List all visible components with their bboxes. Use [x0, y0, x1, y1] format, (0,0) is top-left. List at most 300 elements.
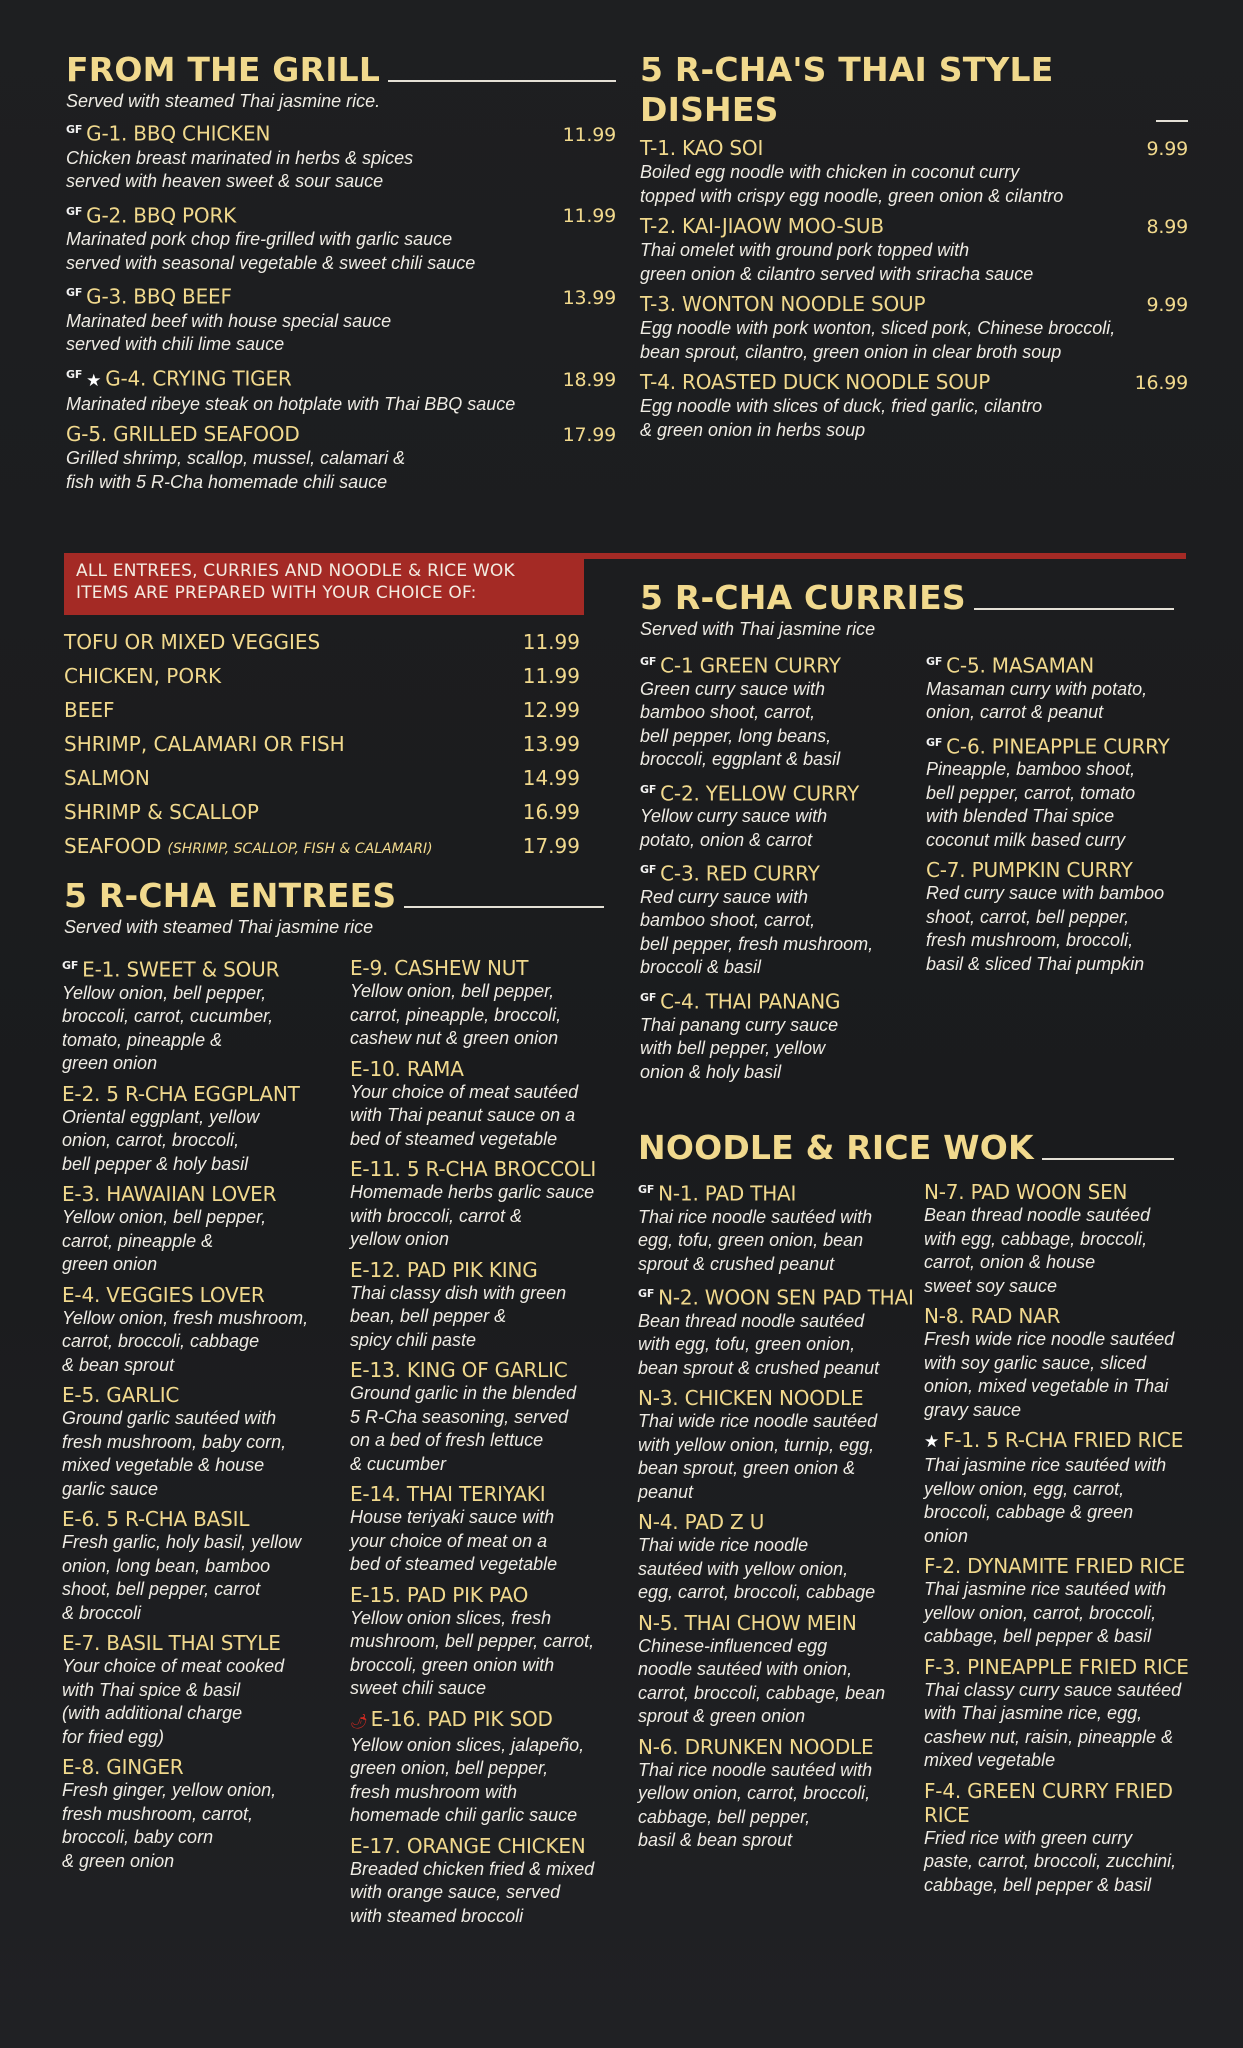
item-title: [924, 1304, 1214, 1328]
item-name: N-6. DRUNKEN NOODLE: [638, 1734, 874, 1759]
choice-name: SHRIMP & SCALLOP: [64, 800, 259, 824]
curries-section: [640, 578, 1174, 640]
item-name: G-5. GRILLED SEAFOOD: [66, 422, 300, 447]
item-description: Thai jasmine rice sautéed with yellow onion, egg, carrot, broccoli, cabbage & green onion: [924, 1455, 1167, 1546]
menu-item: [640, 986, 920, 1084]
menu-item: [62, 1082, 342, 1177]
item-title: [350, 956, 630, 980]
item-header: [350, 1157, 630, 1181]
title-rule: [1042, 1158, 1174, 1160]
menu-item: [926, 858, 1206, 976]
item-name: N-7. PAD WOON SEN: [924, 1180, 1128, 1204]
gluten-free-badge: GF: [66, 286, 83, 300]
item-header: [62, 954, 342, 982]
grill-subtitle: Served with steamed Thai jasmine rice.: [66, 91, 381, 111]
item-name: C-1 GREEN CURRY: [660, 653, 841, 678]
item-header: [638, 1735, 924, 1759]
item-name: G-3. BBQ BEEF: [86, 284, 232, 309]
item-header: [62, 1082, 342, 1106]
menu-item: [66, 363, 616, 416]
item-name: C-7. PUMPKIN CURRY: [926, 858, 1133, 883]
item-description: Fried rice with green curry paste, carrot, broccoli, zucchini, cabbage, bell pepper & basil: [924, 1827, 1177, 1895]
item-title: [66, 118, 563, 146]
thai-section: [640, 50, 1188, 442]
item-description: Egg noodle with pork wonton, sliced pork, Chinese broccoli, bean sprout, cilantro, green onion in clear broth soup: [640, 318, 1116, 362]
item-title: [350, 1482, 630, 1506]
menu-item: [62, 1182, 342, 1277]
item-title: [66, 363, 563, 393]
item-name: T-4. ROASTED DUCK NOODLE SOUP: [640, 370, 991, 394]
choice-title: [64, 659, 523, 693]
thai-title: 5 R-CHA'S THAI STYLE DISHES: [640, 50, 1054, 129]
menu-item: [926, 731, 1206, 853]
gluten-free-badge: GF: [66, 367, 83, 381]
item-name: T-3. WONTON NOODLE SOUP: [640, 292, 926, 316]
menu-item: [638, 1178, 924, 1276]
choice-price: 12.99: [522, 698, 580, 722]
item-title: [66, 200, 563, 228]
item-title: [924, 1779, 1214, 1827]
item-name: F-1. 5 R-CHA FRIED RICE: [943, 1428, 1184, 1452]
item-header: [350, 1583, 630, 1607]
choice-title: [64, 625, 523, 659]
item-name: N-8. RAD NAR: [924, 1304, 1061, 1328]
menu-item: [350, 1583, 630, 1701]
item-description: Marinated beef with house special sauce served with chili lime sauce: [66, 310, 392, 355]
menu-item: [66, 281, 616, 357]
item-header: [926, 650, 1206, 678]
choice-name: SHRIMP, CALAMARI OR FISH: [64, 732, 345, 756]
menu-item: [350, 1834, 630, 1929]
noodle-title: NOODLE & RICE WOK: [638, 1128, 1034, 1167]
menu-item: [924, 1554, 1214, 1649]
item-description: Marinated ribeye steak on hotplate with Thai BBQ sauce: [66, 393, 516, 414]
gluten-free-badge: GF: [66, 123, 83, 136]
item-title: [640, 214, 1146, 238]
title-rule: [404, 906, 604, 908]
choice-title: [64, 829, 523, 866]
item-header: [640, 370, 1188, 395]
item-description: Breaded chicken fried & mixed with orange sauce, served with steamed broccoli: [350, 1858, 595, 1926]
item-header: [350, 1258, 630, 1282]
item-description: Bean thread noodle sautéed with egg, tofu, green onion, bean sprout & crushed peanut: [638, 1310, 880, 1378]
item-title: [640, 136, 1146, 160]
title-rule: [388, 80, 616, 82]
choice-price: 11.99: [522, 630, 580, 654]
item-description: Thai rice noodle sautéed with egg, tofu, green onion, bean sprout & crushed peanut: [638, 1206, 873, 1274]
item-header: [638, 1282, 924, 1310]
item-title: [926, 650, 1206, 678]
menu-item: [640, 214, 1188, 286]
item-description: Bean thread noodle sautéed with egg, cabbage, broccoli, carrot, onion & house sweet soy sauce: [924, 1205, 1151, 1296]
item-title: [638, 1735, 924, 1759]
item-header: [640, 214, 1188, 239]
item-title: [62, 1631, 342, 1655]
choice-price: 13.99: [522, 732, 580, 756]
item-name: E-16. PAD PIK SOD: [370, 1706, 553, 1731]
menu-item: [638, 1735, 924, 1853]
choice-banner: [64, 553, 584, 615]
menu-item: [640, 370, 1188, 442]
menu-item: [62, 1631, 342, 1749]
item-title: [638, 1510, 924, 1534]
item-description: Green curry sauce with bamboo shoot, carrot, bell pepper, long beans, broccoli, eggplant & basil: [640, 678, 841, 770]
menu-item: [638, 1282, 924, 1380]
item-header: [638, 1510, 924, 1534]
gluten-free-badge: GF: [640, 655, 657, 668]
item-title: [62, 1383, 342, 1407]
item-description: Thai rice noodle sautéed with yellow onion, carrot, broccoli, cabbage, bell pepper, basil & bean sprout: [638, 1759, 873, 1851]
item-price: 16.99: [1134, 372, 1188, 394]
entrees-section: [64, 876, 604, 938]
item-header: [926, 731, 1206, 759]
item-title: [62, 1283, 342, 1307]
item-name: E-8. GINGER: [62, 1755, 184, 1780]
item-header: [924, 1655, 1214, 1679]
item-description: Red curry sauce with bamboo shoot, carrot, bell pepper, fresh mushroom, broccoli, basil & sliced Thai pumpkin: [926, 883, 1165, 974]
choice-row: [64, 693, 580, 727]
item-header: [66, 281, 616, 310]
item-description: Thai wide rice noodle sautéed with yellow onion, egg, carrot, broccoli, cabbage: [638, 1535, 876, 1603]
item-title: [350, 1358, 630, 1382]
item-name: E-6. 5 R-CHA BASIL: [62, 1507, 250, 1532]
item-name: G-4. CRYING TIGER: [105, 366, 292, 391]
star-icon: ★: [86, 370, 102, 391]
item-description: Thai classy dish with green bean, bell pepper & spicy chili paste: [350, 1282, 567, 1350]
grill-title-row: [66, 50, 616, 90]
item-description: Thai wide rice noodle sautéed with yellow onion, turnip, egg, bean sprout, green onion & peanut: [638, 1411, 878, 1502]
item-header: [62, 1283, 342, 1307]
gluten-free-badge: GF: [638, 1183, 655, 1196]
item-description: Thai classy curry sauce sautéed with Thai jasmine rice, egg, cashew nut, raisin, pineapple & mixed vegetable: [924, 1679, 1182, 1770]
item-name: C-4. THAI PANANG: [660, 989, 841, 1014]
item-title: [638, 1386, 924, 1410]
item-description: Your choice of meat cooked with Thai spice & basil (with additional charge for fried egg): [62, 1656, 285, 1747]
menu-item: [640, 136, 1188, 208]
chili-icon: 🌶: [350, 1713, 368, 1730]
item-title: [350, 1583, 630, 1607]
item-price: 9.99: [1146, 138, 1188, 160]
choice-price: 16.99: [522, 800, 580, 824]
item-description: Yellow onion, fresh mushroom, carrot, broccoli, cabbage & bean sprout: [62, 1307, 309, 1375]
item-title: [62, 954, 342, 982]
curries-col1: [640, 644, 920, 1084]
choice-name: SEAFOOD: [64, 834, 162, 858]
menu-item: [640, 650, 920, 772]
gluten-free-badge: GF: [640, 863, 657, 877]
item-title: [638, 1282, 924, 1310]
item-name: E-9. CASHEW NUT: [350, 956, 529, 980]
item-header: [640, 292, 1188, 317]
item-header: [350, 956, 630, 980]
menu-item: [640, 858, 920, 980]
item-name: E-3. HAWAIIAN LOVER: [62, 1182, 277, 1207]
item-name: G-2. BBQ PORK: [86, 203, 237, 228]
item-header: [350, 1358, 630, 1382]
item-header: [66, 200, 616, 229]
entrees-title: 5 R-CHA ENTREES: [64, 876, 397, 915]
item-name: N-5. THAI CHOW MEIN: [638, 1610, 857, 1635]
gluten-free-badge: GF: [926, 735, 943, 749]
grill-section: [66, 50, 616, 494]
choice-row: [64, 761, 580, 795]
item-header: [62, 1182, 342, 1206]
item-name: E-15. PAD PIK PAO: [350, 1582, 529, 1607]
item-title: [62, 1082, 342, 1106]
item-title: [640, 370, 1135, 394]
item-header: [66, 118, 616, 147]
item-name: E-1. SWEET & SOUR: [82, 957, 280, 982]
menu-item: [62, 1507, 342, 1625]
item-title: [350, 1834, 630, 1858]
item-header: [924, 1304, 1214, 1328]
item-description: Chinese-influenced egg noodle sautéed with onion, carrot, broccoli, cabbage, bean sprout & green onion: [638, 1635, 886, 1727]
item-description: Your choice of meat sautéed with Thai peanut sauce on a bed of steamed vegetable: [350, 1081, 579, 1149]
menu-item: [350, 1482, 630, 1577]
item-name: N-4. PAD Z U: [638, 1510, 765, 1535]
item-header: [926, 858, 1206, 882]
choice-name: BEEF: [64, 698, 115, 722]
item-header: [640, 136, 1188, 161]
title-rule: [1156, 120, 1188, 122]
choice-title: [64, 761, 523, 795]
thai-title-row: [640, 50, 1188, 130]
item-description: Grilled shrimp, scallop, mussel, calamari & fish with 5 R-Cha homemade chili sauce: [66, 448, 406, 492]
gluten-free-badge: GF: [640, 990, 657, 1004]
item-header: [638, 1386, 924, 1410]
item-name: N-1. PAD THAI: [658, 1181, 797, 1206]
item-title: [62, 1182, 342, 1206]
item-name: E-12. PAD PIK KING: [350, 1257, 538, 1282]
item-header: [62, 1755, 342, 1779]
menu-item: [638, 1611, 924, 1729]
choice-price: 14.99: [522, 766, 580, 790]
item-header: [62, 1631, 342, 1655]
item-header: [924, 1428, 1214, 1454]
item-description: Chicken breast marinated in herbs & spices served with heaven sweet & sour sauce: [66, 147, 414, 192]
item-description: Fresh garlic, holy basil, yellow onion, long bean, bamboo shoot, bell pepper, carrot & broccoli: [62, 1532, 302, 1623]
item-name: E-5. GARLIC: [62, 1383, 180, 1408]
item-title: [350, 1258, 630, 1282]
noodle-title-row: [638, 1128, 1174, 1168]
thai-items: [640, 136, 1188, 442]
choice-row: [64, 829, 580, 866]
item-header: [66, 422, 616, 447]
noodle-col1: [638, 1172, 924, 1853]
item-description: Fresh wide rice noodle sautéed with soy garlic sauce, sliced onion, mixed vegetable in Thai gravy sauce: [924, 1329, 1175, 1420]
item-title: [62, 1755, 342, 1779]
item-title: [926, 858, 1206, 882]
item-description: Homemade herbs garlic sauce with broccoli, carrot & yellow onion: [350, 1182, 595, 1249]
item-description: Yellow onion, bell pepper, carrot, pineapple, broccoli, cashew nut & green onion: [350, 981, 562, 1048]
item-description: Yellow curry sauce with potato, onion & carrot: [640, 806, 828, 850]
menu-item: [640, 292, 1188, 364]
item-name: E-11. 5 R-CHA BROCCOLI: [350, 1157, 597, 1181]
choice-title: [64, 795, 523, 829]
menu-item: [350, 956, 630, 1051]
item-name: C-5. MASAMAN: [946, 653, 1094, 678]
menu-item: [638, 1386, 924, 1504]
item-header: [640, 858, 920, 886]
entrees-subtitle: Served with steamed Thai jasmine rice: [64, 917, 374, 937]
grill-items: [66, 118, 616, 494]
item-description: Yellow onion, bell pepper, carrot, pineapple & green onion: [62, 1207, 267, 1275]
item-description: Egg noodle with slices of duck, fried garlic, cilantro & green onion in herbs soup: [640, 396, 1043, 440]
item-description: Masaman curry with potato, onion, carrot & peanut: [926, 678, 1148, 723]
item-name: E-17. ORANGE CHICKEN: [350, 1833, 586, 1858]
item-title: [350, 1157, 630, 1181]
item-title: [924, 1180, 1214, 1204]
item-description: Ground garlic in the blended 5 R-Cha seasoning, served on a bed of fresh lettuce & cucumber: [350, 1383, 577, 1474]
item-name: G-1. BBQ CHICKEN: [86, 121, 271, 146]
item-title: [350, 1707, 630, 1734]
item-price: 8.99: [1146, 216, 1188, 238]
choice-title: [64, 693, 523, 727]
menu-item: [62, 1383, 342, 1501]
item-header: [640, 650, 920, 678]
item-title: [638, 1178, 924, 1206]
choice-row: [64, 659, 580, 693]
gluten-free-badge: GF: [638, 1287, 655, 1301]
item-header: [638, 1178, 924, 1206]
menu-item: [924, 1655, 1214, 1773]
item-description: Boiled egg noodle with chicken in coconut curry topped with crispy egg noodle, green onion & cilantro: [640, 162, 1064, 206]
item-header: [638, 1611, 924, 1635]
item-name: C-3. RED CURRY: [660, 861, 820, 886]
item-header: [640, 986, 920, 1014]
item-title: [62, 1507, 342, 1531]
gluten-free-badge: GF: [640, 782, 657, 796]
item-price: 17.99: [562, 424, 616, 447]
item-title: [640, 650, 920, 678]
item-description: Fresh ginger, yellow onion, fresh mushroom, carrot, broccoli, baby corn & green onion: [62, 1780, 277, 1871]
menu-item: [926, 650, 1206, 725]
choice-name: TOFU OR MIXED VEGGIES: [64, 630, 321, 654]
menu-item: [66, 200, 616, 276]
item-name: E-10. RAMA: [350, 1056, 464, 1081]
item-title: [66, 281, 563, 309]
item-description: Marinated pork chop fire-grilled with garlic sauce served with seasonal vegetable & sweet chili sauce: [66, 229, 476, 273]
item-header: [924, 1779, 1214, 1827]
item-header: [350, 1707, 630, 1734]
curries-subtitle: Served with Thai jasmine rice: [640, 619, 876, 639]
item-title: [926, 731, 1206, 759]
choice-price: 11.99: [522, 664, 580, 688]
item-name: E-13. KING OF GARLIC: [350, 1358, 568, 1382]
item-description: Ground garlic sautéed with fresh mushroom, baby corn, mixed vegetable & house garlic sauce: [62, 1408, 287, 1499]
title-rule: [974, 608, 1174, 610]
item-name: E-2. 5 R-CHA EGGPLANT: [62, 1081, 300, 1106]
item-title: [924, 1655, 1214, 1679]
item-name: F-4. GREEN CURRY FRIED RICE: [924, 1778, 1173, 1827]
item-header: [350, 1834, 630, 1858]
item-price: 18.99: [562, 368, 616, 391]
entrees-col1: [62, 948, 342, 1873]
item-header: [350, 1057, 630, 1081]
menu-item: [350, 1057, 630, 1152]
item-name: N-2. WOON SEN PAD THAI: [658, 1285, 914, 1310]
item-name: N-3. CHICKEN NOODLE: [638, 1386, 864, 1411]
choice-title: [64, 727, 523, 761]
menu-item: [924, 1304, 1214, 1422]
item-title: [638, 1611, 924, 1635]
item-description: Pineapple, bamboo shoot, bell pepper, carrot, tomato with blended Thai spice coconut milk based curry: [926, 759, 1136, 850]
noodle-section: [638, 1128, 1174, 1168]
item-name: C-6. PINEAPPLE CURRY: [946, 734, 1170, 759]
item-price: 9.99: [1146, 294, 1188, 316]
item-name: E-7. BASIL THAI STYLE: [62, 1631, 281, 1656]
item-name: E-14. THAI TERIYAKI: [350, 1482, 546, 1506]
item-title: [640, 986, 920, 1014]
item-name: E-4. VEGGIES LOVER: [62, 1282, 265, 1307]
menu-item: [924, 1428, 1214, 1548]
item-description: Oriental eggplant, yellow onion, carrot, broccoli, bell pepper & holy basil: [62, 1106, 260, 1174]
menu-item: [638, 1510, 924, 1605]
gluten-free-badge: GF: [926, 655, 943, 668]
item-header: [62, 1507, 342, 1531]
item-price: 13.99: [562, 286, 616, 309]
item-name: T-2. KAI-JIAOW MOO-SUB: [640, 214, 884, 238]
item-header: [62, 1383, 342, 1407]
menu-item: [62, 954, 342, 1076]
menu-item: [350, 1358, 630, 1476]
choice-price: 17.99: [522, 834, 580, 858]
menu-item: [924, 1180, 1214, 1298]
menu-item: [640, 778, 920, 853]
item-description: Yellow onion slices, fresh mushroom, bell pepper, carrot, broccoli, green onion with sweet chili sauce: [350, 1607, 595, 1698]
menu-item: [62, 1283, 342, 1378]
item-title: [924, 1428, 1214, 1454]
menu-item: [350, 1258, 630, 1353]
curries-title-row: [640, 578, 1174, 618]
choice-name: SALMON: [64, 766, 150, 790]
item-description: Yellow onion slices, jalapeño, green onion, bell pepper, fresh mushroom with homemade chili garlic sauce: [350, 1734, 585, 1825]
gluten-free-badge: GF: [62, 959, 79, 972]
item-name: F-3. PINEAPPLE FRIED RICE: [924, 1654, 1189, 1679]
menu-item: [66, 118, 616, 194]
menu-item: [66, 422, 616, 494]
choice-row: [64, 727, 580, 761]
menu-item: [350, 1707, 630, 1828]
menu-item: [62, 1755, 342, 1873]
item-title: [640, 778, 920, 806]
item-title: [640, 858, 920, 886]
item-description: Red curry sauce with bamboo shoot, carrot, bell pepper, fresh mushroom, broccoli & basil: [640, 886, 874, 978]
choice-note: (SHRIMP, SCALLOP, FISH & CALAMARI): [167, 841, 433, 857]
item-name: F-2. DYNAMITE FRIED RICE: [924, 1554, 1185, 1578]
entrees-title-row: [64, 876, 604, 916]
item-title: [924, 1554, 1214, 1578]
item-title: [66, 422, 563, 446]
item-header: [924, 1554, 1214, 1578]
item-header: [350, 1482, 630, 1506]
item-description: Thai jasmine rice sautéed with yellow onion, carrot, broccoli, cabbage, bell pepper & basil: [924, 1579, 1167, 1646]
grill-title: FROM THE GRILL: [66, 50, 381, 89]
item-header: [924, 1180, 1214, 1204]
choice-row: [64, 625, 580, 659]
menu-item: [924, 1779, 1214, 1898]
item-description: House teriyaki sauce with your choice of meat on a bed of steamed vegetable: [350, 1507, 558, 1574]
choices-list: [64, 625, 580, 866]
curries-col2: [926, 644, 1206, 976]
item-header: [640, 778, 920, 806]
curries-title: 5 R-CHA CURRIES: [640, 578, 966, 617]
item-header: [66, 363, 616, 393]
item-name: T-1. KAO SOI: [640, 136, 764, 160]
menu-item: [350, 1157, 630, 1252]
item-description: Thai omelet with ground pork topped with green onion & cilantro served with sriracha sauce: [640, 240, 1034, 284]
item-name: C-2. YELLOW CURRY: [660, 781, 860, 806]
